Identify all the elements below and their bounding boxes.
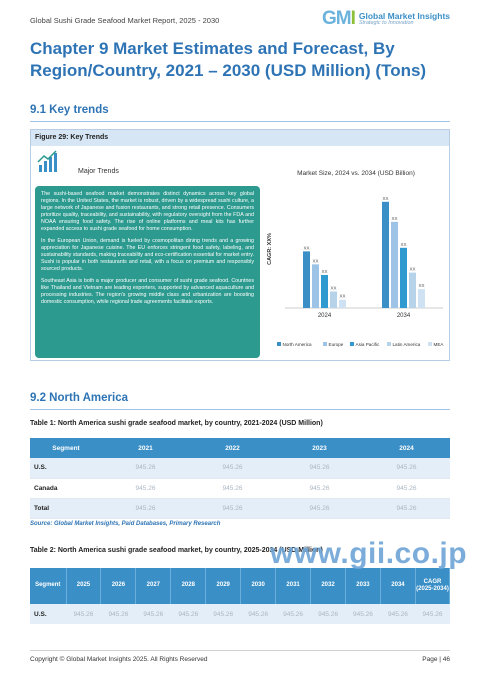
table-header-cell: 2027 [136, 568, 171, 604]
row-label: U.S. [30, 604, 66, 624]
table-cell: 945.26 [363, 498, 450, 518]
table-cell: 945.26 [276, 458, 363, 478]
section-divider [30, 409, 450, 410]
bar-data-label: XX [382, 195, 389, 201]
table-cell: 945.26 [276, 498, 363, 518]
x-tick-label: 2034 [396, 313, 411, 319]
table-row [30, 604, 450, 624]
bar-2024-2 [321, 275, 328, 308]
table2 [30, 568, 450, 624]
table-cell: 945.26 [102, 458, 189, 478]
footer-divider [30, 650, 450, 651]
table-cell: 945.26 [206, 604, 241, 624]
chapter-title: Chapter 9 Market Estimates and Forecast, By Region/Country, 2021 – 2030 (USD Million) (Tons) [30, 39, 427, 81]
table-cell: 945.26 [171, 604, 206, 624]
table-cell: 945.26 [416, 604, 450, 624]
bar-2024-1 [312, 264, 319, 308]
bar-2034-3 [409, 273, 416, 308]
table-cell: 945.26 [276, 478, 363, 498]
footer-copyright: Copyright © Global Market Insights 2025. All Rights Reserved [30, 656, 208, 663]
table-header-cell: 2028 [171, 568, 206, 604]
table-header-row [30, 438, 450, 458]
bar-data-label: XX [418, 283, 425, 289]
footer-page-number: Page | 46 [422, 656, 450, 663]
bar-data-label: XX [321, 268, 328, 274]
figure-caption: Figure 29: Key Trends [31, 130, 449, 146]
bar-data-label: XX [391, 215, 398, 221]
logo-mark: GMI [321, 8, 355, 29]
table-cell: 945.26 [136, 604, 171, 624]
table-header-row [30, 568, 450, 604]
table-header-cell: 2032 [311, 568, 346, 604]
legend-label: Latin America [392, 342, 421, 347]
table-cell: 945.26 [101, 604, 136, 624]
market-size-bar-chart [263, 180, 449, 358]
bar-2034-1 [391, 222, 398, 308]
bar-chart-arrow-icon [36, 150, 60, 174]
key-trends-figure [30, 129, 450, 361]
bar-data-label: XX [339, 293, 346, 299]
major-trends-label: Major Trends [78, 168, 119, 175]
legend-label: MEA [433, 342, 444, 347]
bar-2034-0 [382, 202, 389, 308]
table1-caption: Table 1: North America sushi grade seafood market, by country, 2021-2024 (USD Million) [30, 420, 323, 427]
table-header-cell: 2021 [102, 438, 189, 458]
row-label: Canada [30, 478, 102, 498]
bar-data-label: XX [312, 258, 319, 264]
y-axis-label: CAGR: XX% [267, 233, 273, 265]
trend-paragraph-sea: Southeast Asia is both a major producer and consumer of sushi grade seafood. Countries like Thailand and Vietnam are leading exporters, supported by advanced aquaculture and processing industries. The region's growing middle class and urbanization are boosting domestic consumption, while regional trade agreements facilitate exports. [41, 277, 254, 305]
table-header-cell: 2022 [189, 438, 276, 458]
legend-label: Europe [328, 342, 344, 347]
bar-2034-2 [400, 248, 407, 308]
table-cell: 945.26 [189, 498, 276, 518]
section-heading-key-trends: 9.1 Key trends [30, 104, 109, 116]
logo-tagline: Strategic to Innovation [358, 19, 414, 26]
bar-data-label: XX [303, 245, 310, 251]
bar-data-label: XX [400, 241, 407, 247]
table-cell: 945.26 [189, 478, 276, 498]
logo-name: Global Market Insights [358, 10, 450, 21]
legend-swatch [323, 342, 327, 346]
legend-swatch [387, 342, 391, 346]
trends-text-box [35, 186, 260, 358]
legend-swatch [350, 342, 354, 346]
table-header-cell: 2031 [276, 568, 311, 604]
bar-2024-4 [339, 300, 346, 308]
table-cell: 945.26 [363, 458, 450, 478]
table-row [30, 478, 450, 498]
table1 [30, 438, 450, 519]
table-cell: 945.26 [276, 604, 311, 624]
bar-2024-3 [330, 291, 337, 308]
table-cell: 945.26 [241, 604, 276, 624]
table-header-cell: 2029 [206, 568, 241, 604]
table-header-cell: 2026 [101, 568, 136, 604]
company-logo [322, 8, 450, 30]
legend-swatch [277, 342, 281, 346]
table-header-cell: 2023 [276, 438, 363, 458]
trend-paragraph-us: The sushi-based seafood market demonstrates distinct dynamics across key global regions. In the United States, the market is robust, driven by a widespread sushi culture, a large network of Japanese and fusion restaurants, and strong retail presence. Consumers prioritize quality, traceability, and sustainability, with regulatory oversight from the FDA and NOAA ensuring food safety. The rise of online platforms and meal kits has further expanded access to sushi grade seafood for home consumption. [41, 191, 254, 232]
bar-2034-4 [418, 289, 425, 308]
watermark-text: www.gii.co.jp [270, 537, 468, 570]
table-cell: 945.26 [380, 604, 415, 624]
table-header-cell: CAGR (2025-2034) [416, 568, 450, 604]
table-header-cell: 2030 [241, 568, 276, 604]
table-row [30, 458, 450, 478]
bar-data-label: XX [330, 285, 337, 291]
legend-label: North America [282, 342, 312, 347]
table-cell: 945.26 [189, 458, 276, 478]
chart-title: Market Size, 2024 vs. 2034 (USD Billion) [297, 170, 415, 177]
row-label: Total [30, 498, 102, 518]
section-divider [30, 121, 450, 122]
table-header-cell: Segment [30, 438, 102, 458]
table-header-cell: 2024 [363, 438, 450, 458]
table-cell: 945.26 [346, 604, 381, 624]
legend-label: Asia Pacific [355, 342, 380, 347]
table1-source: Source: Global Market Insights, Paid Databases, Primary Research [30, 521, 221, 527]
bar-data-label: XX [409, 266, 416, 272]
legend-swatch [428, 342, 432, 346]
table-cell: 945.26 [66, 604, 101, 624]
bar-2024-0 [303, 251, 310, 308]
table-row [30, 498, 450, 518]
table-cell: 945.26 [102, 498, 189, 518]
row-label: U.S. [30, 458, 102, 478]
table-header-cell: 2025 [66, 568, 101, 604]
table-header-cell: 2034 [380, 568, 415, 604]
section-heading-north-america: 9.2 North America [30, 392, 128, 404]
table-cell: 945.26 [311, 604, 346, 624]
table-cell: 945.26 [363, 478, 450, 498]
x-tick-label: 2024 [317, 313, 332, 319]
trend-paragraph-eu: In the European Union, demand is fueled by cosmopolitan dining trends and a growing appreciation for Japanese cuisine. The EU enforces stringent food safety, labeling, and sustainability standards, making traceability and eco-certification essential for market entry. Sushi is popular in both restaurants and retail, with a focus on premium and responsibly sourced products. [41, 237, 254, 272]
report-header-title: Global Sushi Grade Seafood Market Report, 2025 - 2030 [30, 16, 220, 25]
table2-caption: Table 2: North America sushi grade seafood market, by country, 2025-2034 (USD Million) [30, 547, 323, 554]
table-header-cell: Segment [30, 568, 66, 604]
table-header-cell: 2033 [346, 568, 381, 604]
table-cell: 945.26 [102, 478, 189, 498]
